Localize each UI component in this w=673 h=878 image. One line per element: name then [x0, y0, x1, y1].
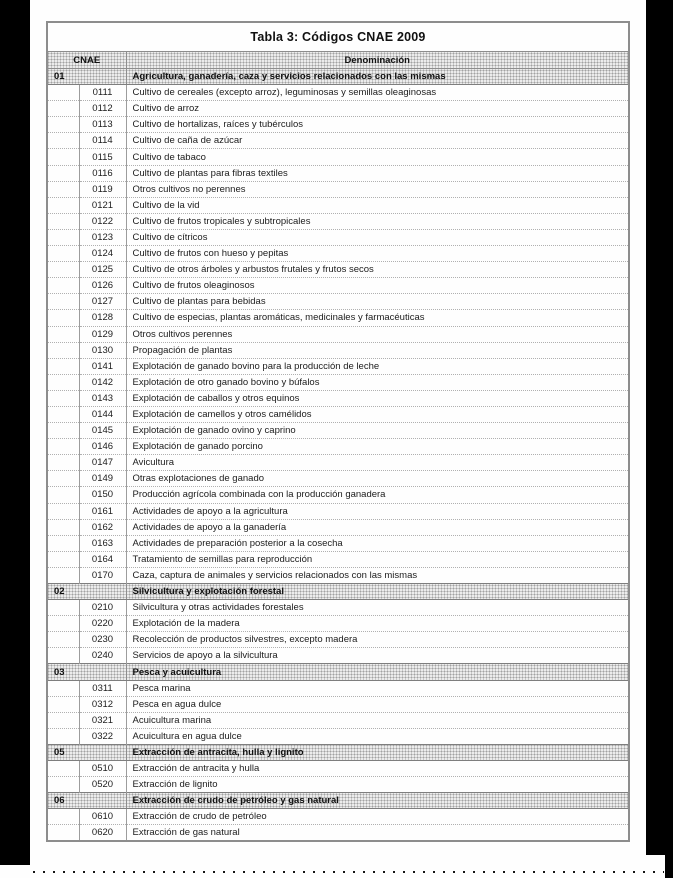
item-label: Otros cultivos perennes [126, 326, 629, 342]
item-label: Avicultura [126, 455, 629, 471]
item-row [47, 471, 629, 487]
item-code: 0121 [79, 197, 126, 213]
item-code: 0146 [79, 439, 126, 455]
item-row [47, 85, 629, 101]
item-code: 0322 [79, 728, 126, 744]
item-code: 0112 [79, 101, 126, 117]
item-label: Extracción de lignito [126, 777, 629, 793]
item-row [47, 278, 629, 294]
section-spacer-cell [47, 487, 79, 503]
item-label: Explotación de caballos y otros equinos [126, 390, 629, 406]
item-label: Extracción de crudo de petróleo [126, 809, 629, 825]
item-row [47, 390, 629, 406]
item-label: Pesca marina [126, 680, 629, 696]
item-code: 0240 [79, 648, 126, 664]
item-code: 0620 [79, 825, 126, 841]
item-label: Cultivo de frutos oleaginosos [126, 278, 629, 294]
section-spacer-cell [47, 310, 79, 326]
column-header-denominacion: Denominación [126, 52, 629, 69]
item-label: Otros cultivos no perennes [126, 181, 629, 197]
item-label: Caza, captura de animales y servicios relacionados con las mismas [126, 567, 629, 583]
item-label: Recolección de productos silvestres, excepto madera [126, 632, 629, 648]
item-row [47, 455, 629, 471]
item-label: Cultivo de caña de azúcar [126, 133, 629, 149]
item-code: 0312 [79, 696, 126, 712]
section-code: 03 [47, 664, 126, 680]
item-label: Acuicultura en agua dulce [126, 728, 629, 744]
item-label: Explotación de ganado porcino [126, 439, 629, 455]
item-row [47, 342, 629, 358]
item-code: 0127 [79, 294, 126, 310]
section-spacer-cell [47, 519, 79, 535]
item-code: 0126 [79, 278, 126, 294]
table-header-row [47, 52, 629, 69]
item-row [47, 358, 629, 374]
section-spacer-cell [47, 728, 79, 744]
item-label: Pesca en agua dulce [126, 696, 629, 712]
page-edge-patch-left [0, 865, 30, 878]
item-label: Actividades de apoyo a la ganadería [126, 519, 629, 535]
section-spacer-cell [47, 761, 79, 777]
section-code: 02 [47, 584, 126, 600]
section-spacer-cell [47, 455, 79, 471]
section-label: Pesca y acuicultura [126, 664, 629, 680]
item-code: 0142 [79, 374, 126, 390]
item-row [47, 567, 629, 583]
item-row [47, 761, 629, 777]
item-label: Explotación de ganado ovino y caprino [126, 423, 629, 439]
item-row [47, 246, 629, 262]
item-row [47, 229, 629, 245]
column-header-cnae: CNAE [47, 52, 126, 69]
section-spacer-cell [47, 342, 79, 358]
section-spacer-cell [47, 503, 79, 519]
section-spacer-cell [47, 246, 79, 262]
section-label: Agricultura, ganadería, caza y servicios relacionados con las mismas [126, 69, 629, 85]
item-row [47, 294, 629, 310]
item-code: 0163 [79, 535, 126, 551]
item-label: Cultivo de frutos con hueso y pepitas [126, 246, 629, 262]
section-spacer-cell [47, 551, 79, 567]
section-spacer-cell [47, 535, 79, 551]
section-spacer-cell [47, 567, 79, 583]
item-row [47, 809, 629, 825]
section-spacer-cell [47, 712, 79, 728]
item-label: Cultivo de arroz [126, 101, 629, 117]
item-row [47, 777, 629, 793]
section-spacer-cell [47, 262, 79, 278]
item-row [47, 374, 629, 390]
table-title-row [47, 22, 629, 52]
section-label: Extracción de antracita, hulla y lignito [126, 744, 629, 760]
item-row [47, 101, 629, 117]
item-code: 0123 [79, 229, 126, 245]
item-code: 0143 [79, 390, 126, 406]
item-code: 0124 [79, 246, 126, 262]
item-label: Cultivo de cítricos [126, 229, 629, 245]
item-row [47, 600, 629, 616]
item-code: 0129 [79, 326, 126, 342]
item-row [47, 310, 629, 326]
item-row [47, 535, 629, 551]
item-code: 0130 [79, 342, 126, 358]
item-code: 0170 [79, 567, 126, 583]
item-label: Acuicultura marina [126, 712, 629, 728]
section-spacer-cell [47, 101, 79, 117]
item-label: Actividades de preparación posterior a la cosecha [126, 535, 629, 551]
section-spacer-cell [47, 278, 79, 294]
item-row [47, 133, 629, 149]
item-code: 0164 [79, 551, 126, 567]
section-row [47, 744, 629, 760]
item-label: Cultivo de cereales (excepto arroz), leguminosas y semillas oleaginosas [126, 85, 629, 101]
item-code: 0125 [79, 262, 126, 278]
item-code: 0150 [79, 487, 126, 503]
section-spacer-cell [47, 600, 79, 616]
section-spacer-cell [47, 229, 79, 245]
item-code: 0510 [79, 761, 126, 777]
section-spacer-cell [47, 149, 79, 165]
section-label: Extracción de crudo de petróleo y gas natural [126, 793, 629, 809]
item-label: Propagación de plantas [126, 342, 629, 358]
section-spacer-cell [47, 133, 79, 149]
item-code: 0128 [79, 310, 126, 326]
item-code: 0230 [79, 632, 126, 648]
item-row [47, 728, 629, 744]
section-spacer-cell [47, 374, 79, 390]
section-spacer-cell [47, 632, 79, 648]
section-label: Silvicultura y explotación forestal [126, 584, 629, 600]
item-code: 0122 [79, 213, 126, 229]
item-label: Cultivo de especias, plantas aromáticas, medicinales y farmacéuticas [126, 310, 629, 326]
section-code: 05 [47, 744, 126, 760]
item-row [47, 712, 629, 728]
section-spacer-cell [47, 213, 79, 229]
item-row [47, 149, 629, 165]
item-row [47, 487, 629, 503]
item-row [47, 503, 629, 519]
section-spacer-cell [47, 326, 79, 342]
item-row [47, 519, 629, 535]
section-row [47, 584, 629, 600]
item-label: Silvicultura y otras actividades forestales [126, 600, 629, 616]
item-row [47, 696, 629, 712]
table-body [47, 69, 629, 842]
section-spacer-cell [47, 648, 79, 664]
section-spacer-cell [47, 471, 79, 487]
section-code: 01 [47, 69, 126, 85]
section-row [47, 793, 629, 809]
item-label: Tratamiento de semillas para reproducción [126, 551, 629, 567]
item-code: 0116 [79, 165, 126, 181]
section-row [47, 69, 629, 85]
item-label: Explotación de ganado bovino para la producción de leche [126, 358, 629, 374]
page-edge-patch-right [646, 855, 665, 878]
section-spacer-cell [47, 117, 79, 133]
section-row [47, 664, 629, 680]
item-code: 0610 [79, 809, 126, 825]
item-code: 0115 [79, 149, 126, 165]
item-label: Extracción de antracita y hulla [126, 761, 629, 777]
item-row [47, 197, 629, 213]
item-row [47, 326, 629, 342]
section-spacer-cell [47, 809, 79, 825]
section-spacer-cell [47, 616, 79, 632]
item-code: 0141 [79, 358, 126, 374]
item-label: Cultivo de plantas para fibras textiles [126, 165, 629, 181]
section-spacer-cell [47, 358, 79, 374]
item-code: 0220 [79, 616, 126, 632]
table-title: Tabla 3: Códigos CNAE 2009 [47, 22, 629, 52]
item-label: Cultivo de la vid [126, 197, 629, 213]
item-label: Cultivo de tabaco [126, 149, 629, 165]
section-spacer-cell [47, 165, 79, 181]
item-code: 0149 [79, 471, 126, 487]
item-code: 0111 [79, 85, 126, 101]
item-row [47, 825, 629, 841]
item-row [47, 551, 629, 567]
item-row [47, 680, 629, 696]
item-row [47, 632, 629, 648]
item-label: Cultivo de frutos tropicales y subtropicales [126, 213, 629, 229]
item-label: Otras explotaciones de ganado [126, 471, 629, 487]
section-spacer-cell [47, 825, 79, 841]
item-label: Producción agrícola combinada con la producción ganadera [126, 487, 629, 503]
section-spacer-cell [47, 181, 79, 197]
item-row [47, 406, 629, 422]
item-label: Actividades de apoyo a la agricultura [126, 503, 629, 519]
item-code: 0144 [79, 406, 126, 422]
item-row [47, 423, 629, 439]
section-spacer-cell [47, 696, 79, 712]
item-label: Explotación de la madera [126, 616, 629, 632]
cnae-codes-table [46, 21, 630, 842]
section-spacer-cell [47, 439, 79, 455]
bottom-dotted-separator [33, 871, 664, 873]
item-code: 0113 [79, 117, 126, 133]
item-label: Cultivo de otros árboles y arbustos frutales y frutos secos [126, 262, 629, 278]
item-code: 0210 [79, 600, 126, 616]
item-code: 0321 [79, 712, 126, 728]
page-content-layer [30, 0, 646, 878]
section-spacer-cell [47, 390, 79, 406]
item-label: Explotación de camellos y otros camélidos [126, 406, 629, 422]
section-code: 06 [47, 793, 126, 809]
item-code: 0162 [79, 519, 126, 535]
item-row [47, 165, 629, 181]
section-spacer-cell [47, 423, 79, 439]
item-code: 0520 [79, 777, 126, 793]
item-code: 0311 [79, 680, 126, 696]
item-row [47, 648, 629, 664]
item-label: Extracción de gas natural [126, 825, 629, 841]
item-row [47, 262, 629, 278]
item-code: 0161 [79, 503, 126, 519]
item-label: Explotación de otro ganado bovino y búfalos [126, 374, 629, 390]
section-spacer-cell [47, 197, 79, 213]
section-spacer-cell [47, 406, 79, 422]
item-label: Cultivo de hortalizas, raíces y tubérculos [126, 117, 629, 133]
section-spacer-cell [47, 680, 79, 696]
item-row [47, 181, 629, 197]
item-code: 0147 [79, 455, 126, 471]
item-code: 0145 [79, 423, 126, 439]
item-row [47, 439, 629, 455]
section-spacer-cell [47, 294, 79, 310]
item-row [47, 616, 629, 632]
item-label: Servicios de apoyo a la silvicultura [126, 648, 629, 664]
section-spacer-cell [47, 85, 79, 101]
item-row [47, 213, 629, 229]
item-code: 0114 [79, 133, 126, 149]
item-code: 0119 [79, 181, 126, 197]
item-label: Cultivo de plantas para bebidas [126, 294, 629, 310]
section-spacer-cell [47, 777, 79, 793]
item-row [47, 117, 629, 133]
